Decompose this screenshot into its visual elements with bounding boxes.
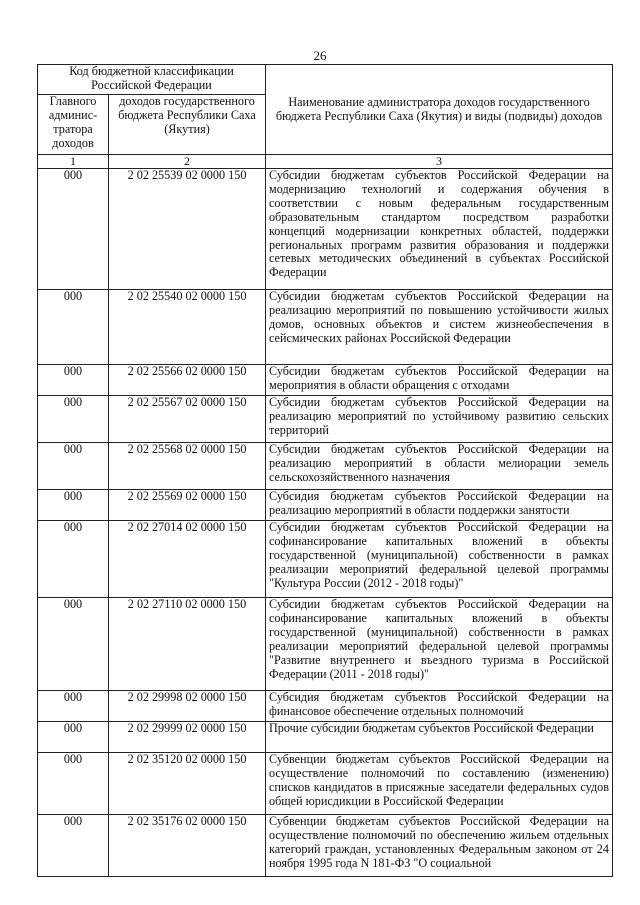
income-name-cell: Субсидия бюджетам субъектов Российской Федерации на финансовое обеспечение отдельных полномочий: [266, 691, 613, 722]
income-name-cell: Субсидии бюджетам субъектов Российской Федерации на софинансирование капитальных вложений в объекты государственной (муниципальной) собственности в рамках реализации мероприятий федеральной целевой программы "Культура России (2012 - 2018 годы)": [266, 521, 613, 598]
income-code-cell: 2 02 29999 02 0000 150: [109, 722, 266, 753]
table-row: [38, 815, 613, 877]
header-name-column: Наименование администратора доходов государственного бюджета Республики Саха (Якутия) и виды (подвиды) доходов: [266, 65, 613, 155]
income-code-cell: 2 02 25568 02 0000 150: [109, 443, 266, 490]
income-name-cell: Субсидия бюджетам субъектов Российской Федерации на реализацию мероприятий в области поддержки занятости: [266, 490, 613, 521]
admin-code-cell: 000: [38, 691, 109, 722]
table-row: [38, 169, 613, 290]
admin-code-cell: 000: [38, 815, 109, 877]
admin-code-cell: 000: [38, 365, 109, 396]
income-name-cell: Субсидии бюджетам субъектов Российской Федерации на мероприятия в области обращения с отходами: [266, 365, 613, 396]
income-name-cell: Субсидии бюджетам субъектов Российской Федерации на реализацию мероприятий в области мелиорации земель сельскохозяйственного назначения: [266, 443, 613, 490]
admin-code-cell: 000: [38, 753, 109, 815]
table-row: [38, 490, 613, 521]
income-code-cell: 2 02 27110 02 0000 150: [109, 598, 266, 691]
admin-code-cell: 000: [38, 169, 109, 290]
income-code-cell: 2 02 25567 02 0000 150: [109, 396, 266, 443]
income-code-cell: 2 02 25540 02 0000 150: [109, 290, 266, 365]
column-number-1: 1: [38, 155, 109, 169]
table-row: [38, 753, 613, 815]
header-income-column: доходов государственного бюджета Республики Саха (Якутия): [109, 95, 266, 155]
admin-code-cell: 000: [38, 396, 109, 443]
table-row: [38, 396, 613, 443]
admin-code-cell: 000: [38, 598, 109, 691]
admin-code-cell: 000: [38, 521, 109, 598]
income-code-cell: 2 02 25539 02 0000 150: [109, 169, 266, 290]
admin-code-cell: 000: [38, 490, 109, 521]
income-code-cell: 2 02 25566 02 0000 150: [109, 365, 266, 396]
header-admin-column: Главного админис-тратора доходов: [38, 95, 109, 155]
column-number-3: 3: [266, 155, 613, 169]
header-code-group: Код бюджетной классификации Российской Федерации: [38, 65, 266, 95]
page-number: 26: [313, 48, 327, 63]
income-name-cell: Субсидии бюджетам субъектов Российской Федерации на модернизацию технологий и содержания обучения в соответствии с новым федеральным государственным образовательным стандартом посредством разработки концепций модернизации конкретных областей, поддержки региональных программ развития образования и поддержки сетевых методических объединений в субъектах Российской Федерации: [266, 169, 613, 290]
budget-classification-table: [37, 64, 613, 877]
income-name-cell: Прочие субсидии бюджетам субъектов Российской Федерации: [266, 722, 613, 753]
income-code-cell: 2 02 27014 02 0000 150: [109, 521, 266, 598]
table-row: [38, 598, 613, 691]
income-name-cell: Субвенции бюджетам субъектов Российской Федерации на осуществление полномочий по обеспечению жильем отдельных категорий граждан, установленных Федеральным законом от 24 ноября 1995 года N 181-ФЗ "О социальной: [266, 815, 613, 877]
income-name-cell: Субсидии бюджетам субъектов Российской Федерации на реализацию мероприятий по повышению устойчивости жилых домов, основных объектов и систем жизнеобеспечения в сейсмических районах Российской Федерации: [266, 290, 613, 365]
income-code-cell: 2 02 29998 02 0000 150: [109, 691, 266, 722]
admin-code-cell: 000: [38, 290, 109, 365]
income-name-cell: Субвенции бюджетам субъектов Российской Федерации на осуществление полномочий по составлению (изменению) списков кандидатов в присяжные заседатели федеральных судов общей юрисдикции в Российской Федерации: [266, 753, 613, 815]
table-row: [38, 521, 613, 598]
column-number-2: 2: [109, 155, 266, 169]
table-row: [38, 443, 613, 490]
admin-code-cell: 000: [38, 722, 109, 753]
table-row: [38, 722, 613, 753]
income-code-cell: 2 02 25569 02 0000 150: [109, 490, 266, 521]
income-name-cell: Субсидии бюджетам субъектов Российской Федерации на софинансирование капитальных вложений в объекты государственной (муниципальной) собственности в рамках реализации мероприятий федеральной целевой программы "Развитие внутреннего и въездного туризма в Российской Федерации (2011 - 2018 годы)": [266, 598, 613, 691]
income-name-cell: Субсидии бюджетам субъектов Российской Федерации на реализацию мероприятий по устойчивому развитию сельских территорий: [266, 396, 613, 443]
table-row: [38, 290, 613, 365]
table-row: [38, 691, 613, 722]
income-code-cell: 2 02 35120 02 0000 150: [109, 753, 266, 815]
table-row: [38, 365, 613, 396]
admin-code-cell: 000: [38, 443, 109, 490]
income-code-cell: 2 02 35176 02 0000 150: [109, 815, 266, 877]
